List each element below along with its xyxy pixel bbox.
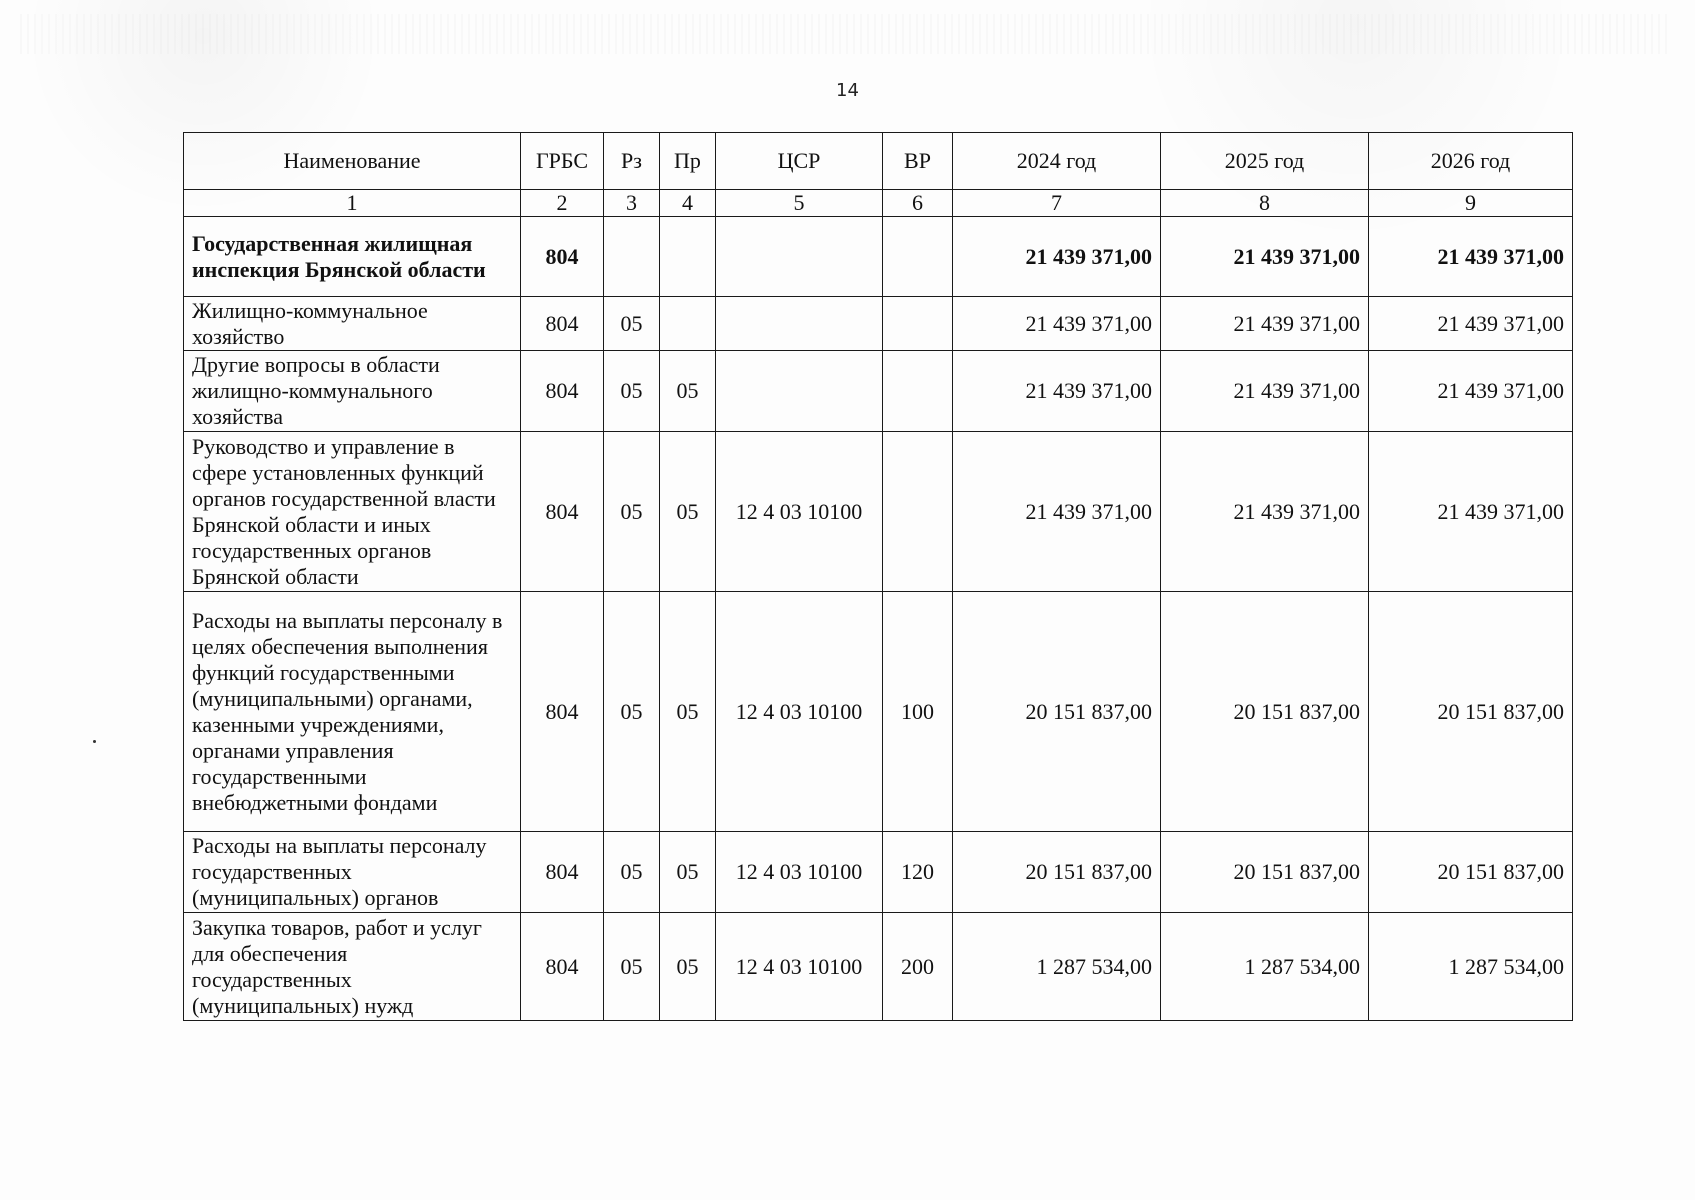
row-csr: 12 4 03 10100 [716, 592, 883, 832]
row-amount-2024: 21 439 371,00 [953, 351, 1161, 432]
row-rz: 05 [604, 432, 660, 592]
column-number: 8 [1161, 190, 1369, 217]
header-name: Наименование [184, 133, 521, 190]
row-csr: 12 4 03 10100 [716, 432, 883, 592]
row-amount-2026: 21 439 371,00 [1369, 351, 1573, 432]
row-amount-2025: 20 151 837,00 [1161, 832, 1369, 913]
header-vr: ВР [883, 133, 953, 190]
row-amount-2024: 20 151 837,00 [953, 832, 1161, 913]
row-amount-2026: 20 151 837,00 [1369, 592, 1573, 832]
scan-noise-strip [20, 14, 1670, 54]
row-amount-2025: 1 287 534,00 [1161, 913, 1369, 1021]
row-amount-2024: 21 439 371,00 [953, 297, 1161, 351]
row-vr [883, 297, 953, 351]
row-vr: 200 [883, 913, 953, 1021]
row-rz [604, 217, 660, 297]
header-2025: 2025 год [1161, 133, 1369, 190]
scan-speck [93, 740, 96, 743]
column-number: 5 [716, 190, 883, 217]
row-vr [883, 217, 953, 297]
row-grbs: 804 [521, 217, 604, 297]
row-vr: 100 [883, 592, 953, 832]
column-number: 4 [660, 190, 716, 217]
table-row [184, 297, 1573, 351]
column-number: 3 [604, 190, 660, 217]
row-amount-2024: 21 439 371,00 [953, 217, 1161, 297]
row-csr [716, 297, 883, 351]
table-row [184, 592, 1573, 832]
row-name: Расходы на выплаты персоналу государственных (муниципальных) органов [184, 832, 521, 913]
row-name: Закупка товаров, работ и услуг для обеспечения государственных (муниципальных) нужд [184, 913, 521, 1021]
row-grbs: 804 [521, 832, 604, 913]
row-name: Руководство и управление в сфере установленных функций органов государственной власти Брянской области и иных государственных органов Брянской области [184, 432, 521, 592]
header-csr: ЦСР [716, 133, 883, 190]
row-amount-2024: 20 151 837,00 [953, 592, 1161, 832]
row-name: Жилищно-коммунальное хозяйство [184, 297, 521, 351]
row-amount-2025: 21 439 371,00 [1161, 217, 1369, 297]
row-name: Другие вопросы в области жилищно-коммунального хозяйства [184, 351, 521, 432]
row-pr: 05 [660, 832, 716, 913]
row-name: Государственная жилищная инспекция Брянской области [184, 217, 521, 297]
row-vr: 120 [883, 832, 953, 913]
row-amount-2025: 20 151 837,00 [1161, 592, 1369, 832]
row-rz: 05 [604, 913, 660, 1021]
row-amount-2025: 21 439 371,00 [1161, 351, 1369, 432]
row-amount-2025: 21 439 371,00 [1161, 297, 1369, 351]
row-grbs: 804 [521, 351, 604, 432]
row-rz: 05 [604, 351, 660, 432]
row-csr [716, 217, 883, 297]
header-row [184, 133, 1573, 190]
row-csr: 12 4 03 10100 [716, 832, 883, 913]
row-vr [883, 351, 953, 432]
column-number: 2 [521, 190, 604, 217]
row-amount-2026: 21 439 371,00 [1369, 432, 1573, 592]
header-rz: Рз [604, 133, 660, 190]
row-pr: 05 [660, 592, 716, 832]
column-number-row [184, 190, 1573, 217]
row-rz: 05 [604, 592, 660, 832]
row-pr: 05 [660, 913, 716, 1021]
header-pr: Пр [660, 133, 716, 190]
row-amount-2024: 21 439 371,00 [953, 432, 1161, 592]
table-row [184, 217, 1573, 297]
table-row [184, 351, 1573, 432]
row-grbs: 804 [521, 432, 604, 592]
row-pr: 05 [660, 351, 716, 432]
page-number: 14 [836, 80, 859, 101]
column-number: 9 [1369, 190, 1573, 217]
row-pr [660, 217, 716, 297]
row-amount-2026: 20 151 837,00 [1369, 832, 1573, 913]
row-grbs: 804 [521, 913, 604, 1021]
row-grbs: 804 [521, 592, 604, 832]
row-amount-2025: 21 439 371,00 [1161, 432, 1369, 592]
table-row [184, 832, 1573, 913]
row-amount-2024: 1 287 534,00 [953, 913, 1161, 1021]
row-csr: 12 4 03 10100 [716, 913, 883, 1021]
row-rz: 05 [604, 832, 660, 913]
row-vr [883, 432, 953, 592]
column-number: 6 [883, 190, 953, 217]
column-number: 7 [953, 190, 1161, 217]
row-name: Расходы на выплаты персоналу в целях обеспечения выполнения функций государственными (муниципальными) органами, казенными учреждениями, органами управления государственными внебюджетными фондами [184, 592, 521, 832]
row-pr [660, 297, 716, 351]
row-pr: 05 [660, 432, 716, 592]
row-amount-2026: 1 287 534,00 [1369, 913, 1573, 1021]
header-2026: 2026 год [1369, 133, 1573, 190]
header-grbs: ГРБС [521, 133, 604, 190]
row-amount-2026: 21 439 371,00 [1369, 217, 1573, 297]
row-rz: 05 [604, 297, 660, 351]
column-number: 1 [184, 190, 521, 217]
row-amount-2026: 21 439 371,00 [1369, 297, 1573, 351]
header-2024: 2024 год [953, 133, 1161, 190]
row-grbs: 804 [521, 297, 604, 351]
table-row [184, 432, 1573, 592]
table-row [184, 913, 1573, 1021]
budget-table [183, 132, 1573, 1021]
row-csr [716, 351, 883, 432]
